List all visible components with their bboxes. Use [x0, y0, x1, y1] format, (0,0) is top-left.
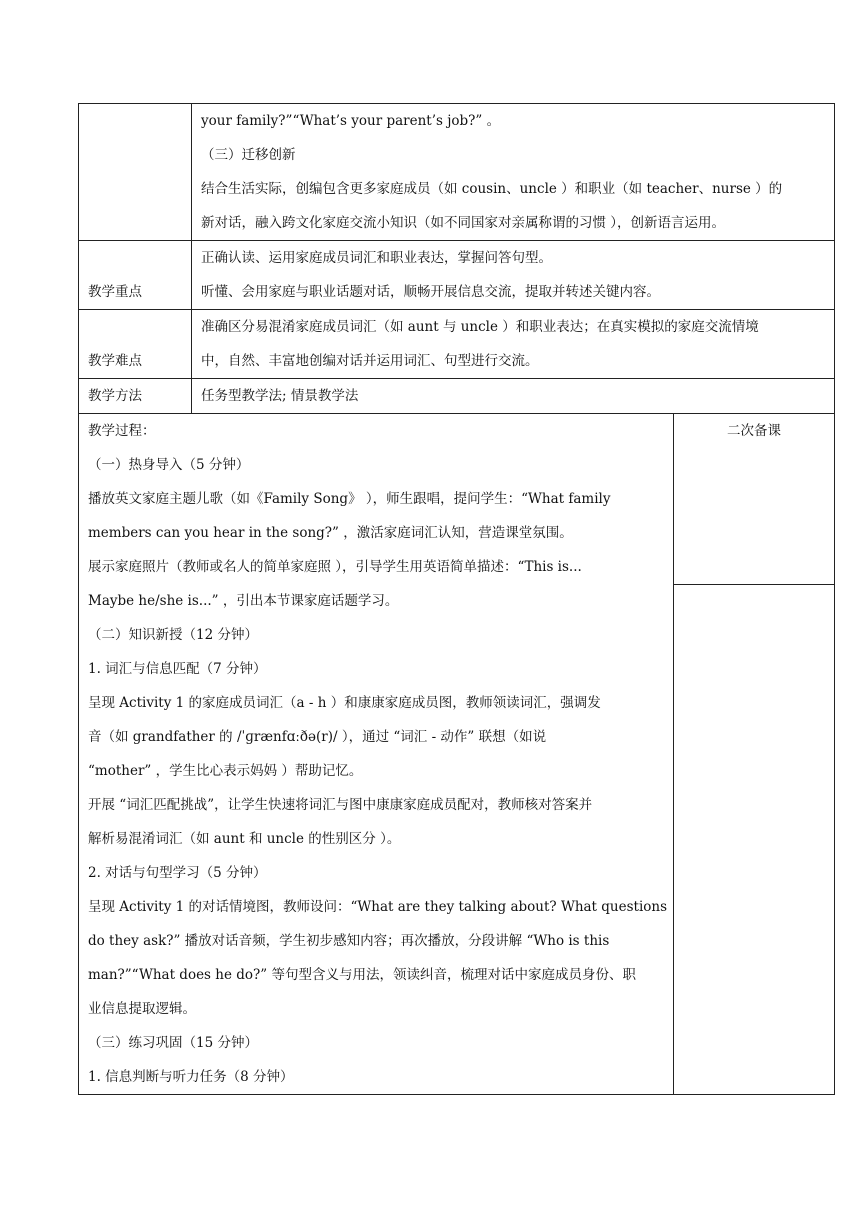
section-heading: （三）迁移创新: [201, 147, 296, 163]
section-heading: （三）练习巩固（15 分钟）: [88, 1035, 258, 1051]
text-line: 正确认读、运用家庭成员词汇和职业表达，掌握问答句型。: [201, 250, 552, 266]
row-label: 教学方法: [88, 388, 142, 404]
text-line: 新对话，融入跨文化家庭交流小知识（如不同国家对亲属称谓的习惯 ），创新语言运用。: [201, 215, 726, 231]
teaching-focus-label-cell: [79, 241, 192, 310]
secondary-prep-cell: [674, 414, 835, 1095]
text-line: your family?”“What’s your parent’s job?” 。: [201, 113, 501, 129]
teaching-method-row: [79, 379, 835, 414]
subsection-heading: 2. 对话与句型学习（5 分钟）: [88, 865, 267, 881]
section-heading: （一）热身导入（5 分钟）: [88, 457, 250, 473]
teaching-difficulty-content-cell: [192, 310, 835, 379]
text-line: 解析易混淆词汇（如 aunt 和 uncle 的性别区分 ）。: [88, 831, 401, 847]
process-heading: 教学过程：: [88, 423, 156, 439]
text-line: 准确区分易混淆家庭成员词汇（如 aunt 与 uncle ）和职业表达；在真实模拟的家庭交流情境: [201, 319, 759, 335]
section-heading: （二）知识新授（12 分钟）: [88, 627, 258, 643]
continuation-label-cell: [79, 104, 192, 241]
subsection-heading: 1. 词汇与信息匹配（7 分钟）: [88, 661, 267, 677]
teaching-method-label-cell: [79, 379, 192, 414]
text-line: do they ask?” 播放对话音频，学生初步感知内容；再次播放，分段讲解 “Who is this: [88, 933, 610, 949]
text-line: 结合生活实际，创编包含更多家庭成员（如 cousin、uncle ）和职业（如 teacher、nurse ）的: [201, 181, 783, 197]
teaching-method-content-cell: [192, 379, 835, 414]
continuation-row: [79, 104, 835, 241]
text-line: 任务型教学法; 情景教学法: [201, 388, 359, 404]
subsection-heading: 1. 信息判断与听力任务（8 分钟）: [88, 1069, 294, 1085]
teaching-process-cell: [79, 414, 674, 1095]
secondary-prep-header: 二次备课: [727, 423, 781, 439]
secondary-prep-divider: [674, 584, 834, 585]
text-line: Maybe he/she is...” ，引出本节课家庭话题学习。: [88, 593, 399, 609]
text-line: 展示家庭照片（教师或名人的简单家庭照 ），引导学生用英语简单描述：“This is...: [88, 559, 582, 575]
lesson-plan-table: [78, 103, 835, 1095]
teaching-process-row: [79, 414, 835, 1095]
secondary-prep-upper: [674, 414, 834, 584]
text-line: 呈现 Activity 1 的对话情境图，教师设问：“What are they talking about? What questions: [88, 899, 668, 915]
row-label: 教学重点: [88, 284, 142, 300]
row-label: 教学难点: [88, 353, 142, 369]
teaching-difficulty-label-cell: [79, 310, 192, 379]
text-line: 音（如 grandfather 的 /ˈɡrænfɑːðə(r)/ ），通过 “词汇 - 动作” 联想（如说: [88, 729, 547, 745]
text-line: “mother” ，学生比心表示妈妈 ）帮助记忆。: [88, 763, 363, 779]
text-line: 呈现 Activity 1 的家庭成员词汇（a - h ）和康康家庭成员图，教师领读词汇，强调发: [88, 695, 601, 711]
text-line: 开展 “词汇匹配挑战”，让学生快速将词汇与图中康康家庭成员配对，教师核对答案并: [88, 797, 593, 813]
text-line: 中，自然、丰富地创编对话并运用词汇、句型进行交流。: [201, 353, 539, 369]
text-line: members can you hear in the song?” ，激活家庭词汇认知，营造课堂氛围。: [88, 525, 573, 541]
text-line: 业信息提取逻辑。: [88, 1001, 196, 1017]
text-line: 播放英文家庭主题儿歌（如《Family Song》 ），师生跟唱，提问学生：“What family: [88, 491, 611, 507]
teaching-focus-content-cell: [192, 241, 835, 310]
teaching-difficulty-row: [79, 310, 835, 379]
continuation-content-cell: [192, 104, 835, 241]
teaching-focus-row: [79, 241, 835, 310]
text-line: man?”“What does he do?” 等句型含义与用法，领读纠音，梳理对话中家庭成员身份、职: [88, 967, 636, 983]
text-line: 听懂、会用家庭与职业话题对话，顺畅开展信息交流，提取并转述关键内容。: [201, 284, 660, 300]
